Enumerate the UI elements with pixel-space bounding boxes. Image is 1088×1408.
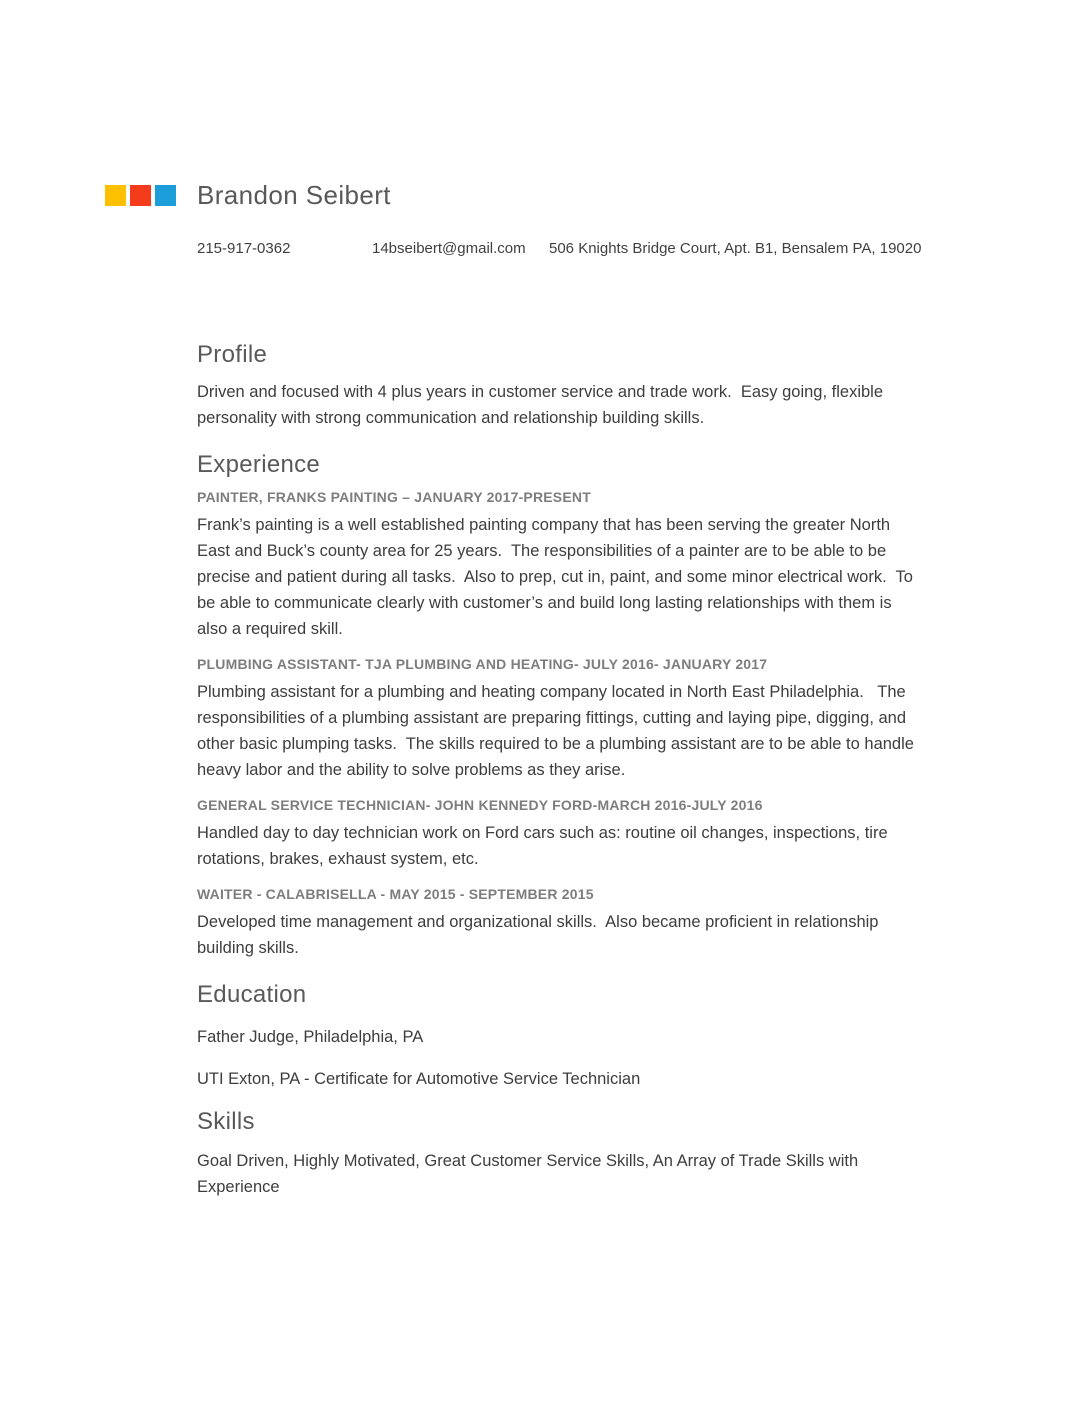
job-heading-waiter: WAITER - CALABRISELLA - MAY 2015 - SEPTEMBER 2015 [197,886,594,902]
job-heading-plumbing-assistant: PLUMBING ASSISTANT- TJA PLUMBING AND HEATING- JULY 2016- JANUARY 2017 [197,656,768,672]
accent-square-yellow [105,185,126,206]
education-item-uti-exton: UTI Exton, PA - Certificate for Automotive Service Technician [197,1070,641,1088]
job-description-painter: Frank’s painting is a well established painting company that has been serving the greater North East and Buck’s county area for 25 years. The responsibilities of a painter are to be able to be precise and patient during all tasks. Also to prep, cut in, paint, and some minor electrical work. To be able to communicate clearly with customer’s and build long lasting relationships with them is also a required skill. [197,516,918,638]
resume-name: Brandon Seibert [197,180,391,210]
section-title-skills: Skills [197,1108,255,1135]
header [105,180,1088,210]
job-heading-service-technician: GENERAL SERVICE TECHNICIAN- JOHN KENNEDY FORD-MARCH 2016-JULY 2016 [197,797,763,813]
contact-row [197,240,1088,257]
job-description-plumbing-assistant: Plumbing assistant for a plumbing and heating company located in North East Philadelphia. The responsibilities of a plumbing assistant are preparing fittings, cutting and laying pipe, digging, and other basic plumping tasks. The skills required to be a plumbing assistant are to be able to handle heavy labor and the ability to solve problems as they arise. [197,683,919,779]
education-item-father-judge: Father Judge, Philadelphia, PA [197,1028,424,1046]
accent-square-red [130,185,151,206]
contact-phone: 215-917-0362 [197,240,291,257]
job-heading-painter: PAINTER, FRANKS PAINTING – JANUARY 2017-PRESENT [197,489,591,505]
contact-email: 14bseibert@gmail.com [372,240,526,257]
section-title-education: Education [197,981,307,1008]
contact-address: 506 Knights Bridge Court, Apt. B1, Bensalem PA, 19020 [549,240,922,257]
resume-content [197,341,924,1200]
job-description-waiter: Developed time management and organizational skills. Also became proficient in relationship building skills. [197,913,884,957]
skills-text: Goal Driven, Highly Motivated, Great Customer Service Skills, An Array of Trade Skills with Experience [197,1152,863,1196]
section-title-experience: Experience [197,451,321,478]
accent-square-blue [155,185,176,206]
job-description-service-technician: Handled day to day technician work on Ford cars such as: routine oil changes, inspections, tire rotations, brakes, exhaust system, etc. [197,824,893,868]
profile-text: Driven and focused with 4 plus years in customer service and trade work. Easy going, flexible personality with strong communication and relationship building skills. [197,383,888,427]
section-title-profile: Profile [197,341,268,368]
logo-squares [105,185,176,206]
